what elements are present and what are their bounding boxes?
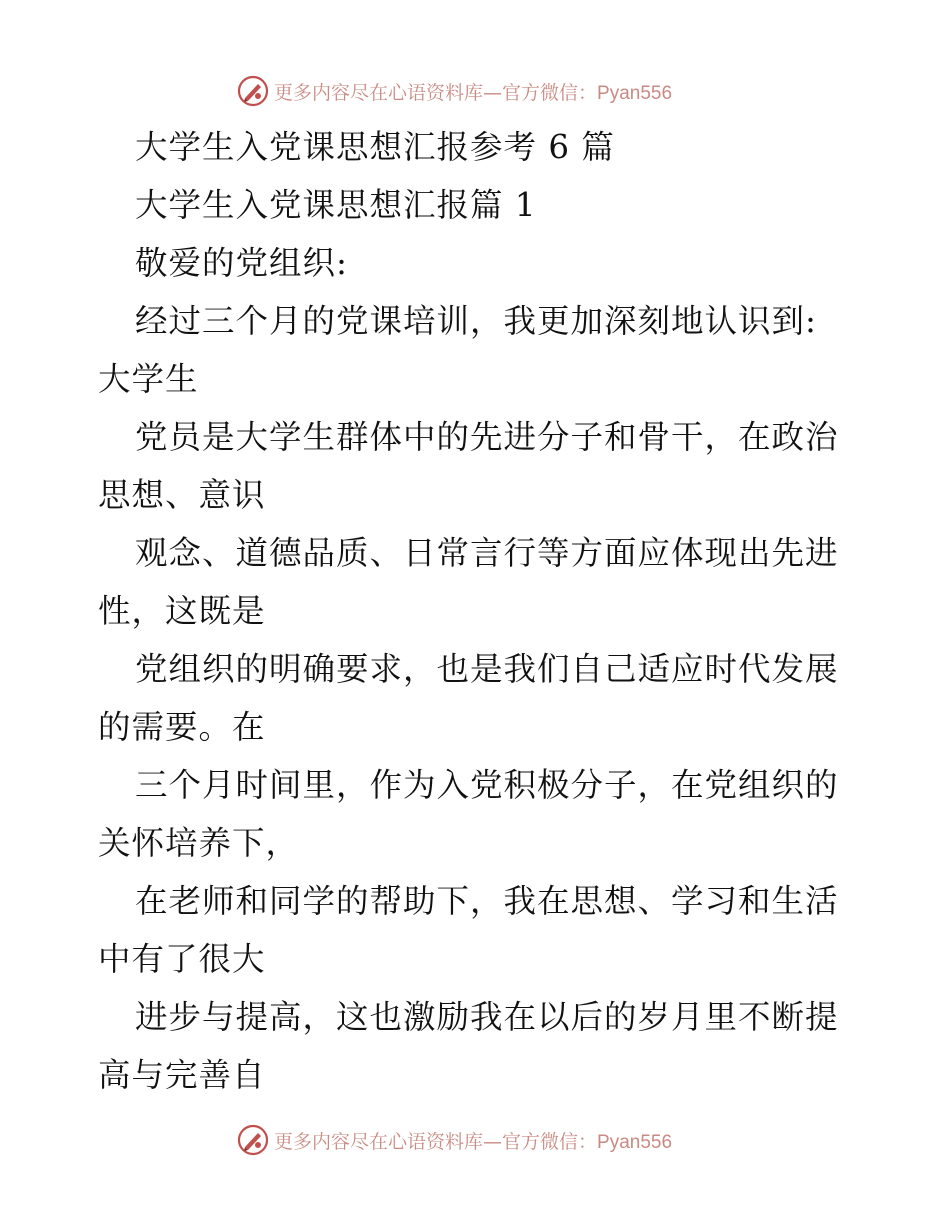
paragraph-line: 党员是大学生群体中的先进分子和骨干，在政治 [135,418,839,456]
document-body [98,118,858,1104]
paragraph-line: 经过三个月的党课培训，我更加深刻地认识到: [135,302,817,340]
header-watermark [236,73,672,109]
watermark-separator: — [483,1130,503,1153]
paragraph-line: 三个月时间里，作为入党积极分子，在党组织的 [135,766,839,804]
paragraph-line: 观念、道德品质、日常言行等方面应体现出先进 [135,534,839,572]
paragraph-line: 在老师和同学的帮助下，我在思想、学习和生活 [135,882,839,920]
watermark-wechat-label: 官方微信： [502,1130,598,1153]
footer-watermark [236,1122,672,1158]
watermark-separator: — [483,81,503,104]
paragraph-line: 性，这既是 [98,592,266,630]
paragraph-line: 思想、意识 [98,476,266,514]
paragraph-line: 高与完善自 [98,1056,266,1094]
section-heading: 大学生入党课思想汇报篇 1 [135,186,537,224]
watermark-wechat-id: Pyan556 [597,1131,673,1153]
pen-circle-logo-icon [236,74,270,108]
watermark-text: 更多内容尽在心语资料库 [274,81,484,104]
paragraph-line: 大学生 [98,360,199,398]
watermark-wechat-label: 官方微信： [502,81,598,104]
paragraph-line: 中有了很大 [98,940,266,978]
pen-circle-logo-icon [236,1123,270,1157]
paragraph-line: 关怀培养下， [98,824,300,862]
paragraph-line: 进步与提高，这也激励我在以后的岁月里不断提 [135,998,839,1036]
paragraph-line: 党组织的明确要求，也是我们自己适应时代发展 [135,650,839,688]
watermark-wechat-id: Pyan556 [597,82,673,104]
paragraph-line: 的需要。在 [98,708,266,746]
watermark-text: 更多内容尽在心语资料库 [274,1130,484,1153]
document-title: 大学生入党课思想汇报参考 6 篇 [135,128,615,166]
salutation: 敬爱的党组织: [135,244,348,282]
